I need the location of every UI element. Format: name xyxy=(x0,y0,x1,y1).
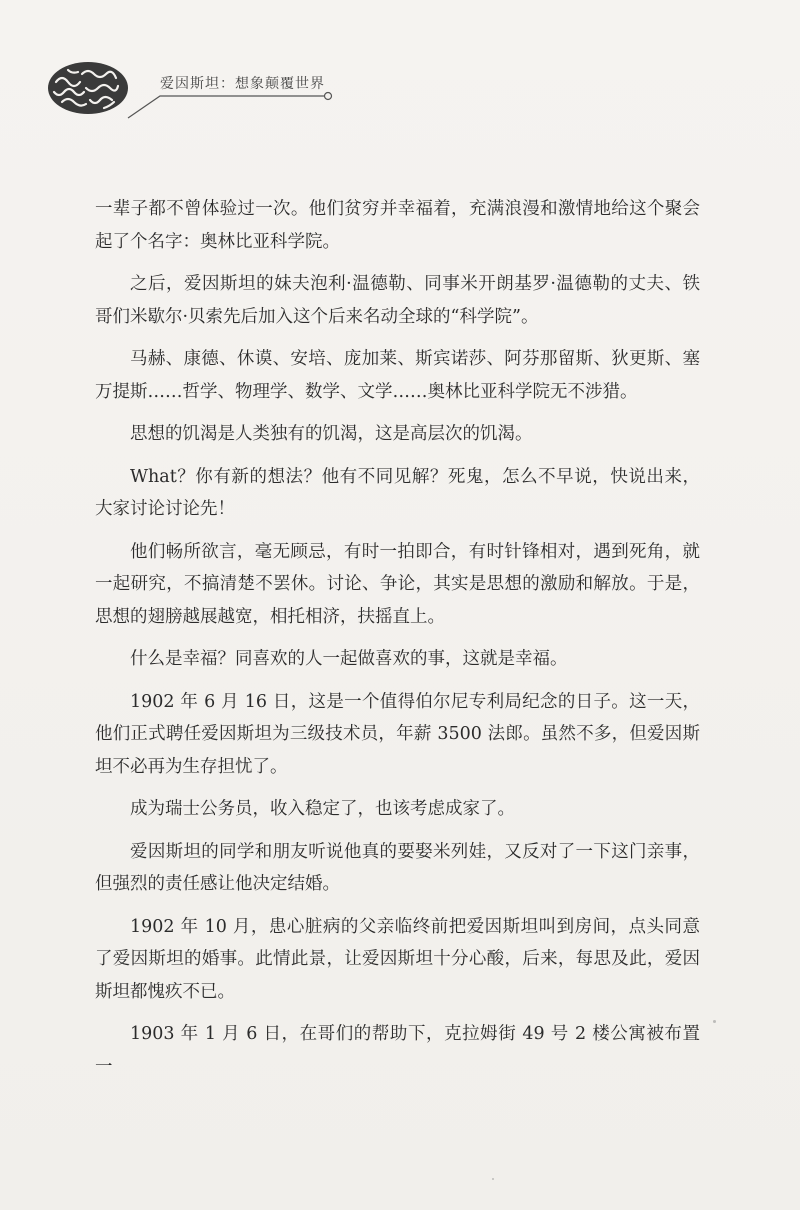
paragraph: 爱因斯坦的同学和朋友听说他真的要娶米列娃，又反对了一下这门亲事，但强烈的责任感让他决定结婚。 xyxy=(95,841,700,894)
header-title: 爱因斯坦：想象颠覆世界 xyxy=(160,76,325,92)
running-header xyxy=(0,0,800,140)
scan-speck xyxy=(713,1020,716,1023)
paragraph: 1902 年 6 月 16 日，这是一个值得伯尔尼专利局纪念的日子。这一天，他们正式聘任爱因斯坦为三级技术员，年薪 3500 法郎。虽然不多，但爱因斯坦不必再为生存担忧了。 xyxy=(95,691,700,777)
paragraph: 一辈子都不曾体验过一次。他们贫穷并幸福着，充满浪漫和激情地给这个聚会起了个名字：奥林比亚科学院。 xyxy=(95,199,700,252)
brain-icon xyxy=(46,60,130,116)
paragraph: 1902 年 10 月，患心脏病的父亲临终前把爱因斯坦叫到房间，点头同意了爱因斯坦的婚事。此情此景，让爱因斯坦十分心酸，后来，每思及此，爱因斯坦都愧疚不已。 xyxy=(95,916,700,1002)
paragraph: What？你有新的想法？他有不同见解？死鬼，怎么不早说，快说出来，大家讨论讨论先！ xyxy=(95,466,700,519)
paragraph: 他们畅所欲言，毫无顾忌，有时一拍即合，有时针锋相对，遇到死角，就一起研究，不搞清楚不罢休。讨论、争论，其实是思想的激励和解放。于是，思想的翅膀越展越宽，相托相济，扶摇直上。 xyxy=(95,541,700,627)
body-text xyxy=(95,193,700,1093)
paragraph: 什么是幸福？同喜欢的人一起做喜欢的事，这就是幸福。 xyxy=(130,649,568,669)
paragraph: 思想的饥渴是人类独有的饥渴，这是高层次的饥渴。 xyxy=(130,424,533,444)
paragraph: 之后，爱因斯坦的妹夫泡利·温德勒、同事米开朗基罗·温德勒的丈夫、铁哥们米歇尔·贝索先后加入这个后来名动全球的“科学院”。 xyxy=(95,274,700,327)
paragraph: 1903 年 1 月 6 日，在哥们的帮助下，克拉姆街 49 号 2 楼公寓被布置一 xyxy=(95,1024,700,1077)
scan-speck xyxy=(492,1178,494,1180)
paragraph: 马赫、康德、休谟、安培、庞加莱、斯宾诺莎、阿芬那留斯、狄更斯、塞万提斯……哲学、物理学、数学、文学……奥林比亚科学院无不涉猎。 xyxy=(95,349,700,402)
paragraph: 成为瑞士公务员，收入稳定了，也该考虑成家了。 xyxy=(130,799,515,819)
